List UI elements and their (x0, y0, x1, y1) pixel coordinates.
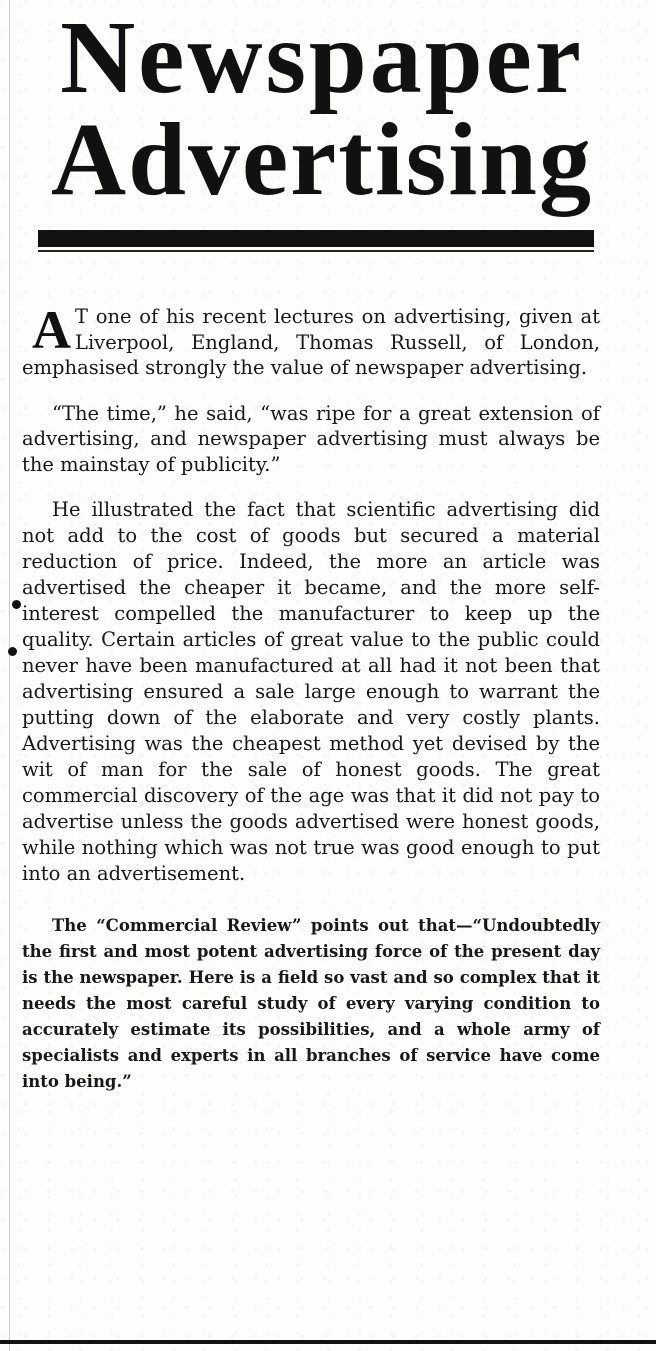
paragraph-1 (22, 300, 600, 381)
margin-dot-2 (8, 647, 17, 656)
paragraph-2: “The time,” he said, “was ripe for a great extension of advertising, and newspaper advertising must always be the mainstay of publicity.” (22, 401, 600, 476)
margin-dot-1 (12, 600, 21, 609)
drop-cap: A (32, 300, 71, 360)
bottom-rule (0, 1340, 656, 1344)
headline-line-2: Advertising (51, 102, 593, 217)
column-rule (9, 0, 10, 1351)
paragraph-1-text: T one of his recent lectures on advertising, given at Liverpool, England, Thomas Russell, of London, emphasised strongly the value of newspaper advertising. (22, 305, 600, 379)
headline-rule-thin (38, 250, 594, 252)
headline-rule (38, 230, 594, 247)
headline-line-1: Newspaper (60, 0, 584, 115)
paragraph-3: He illustrated the fact that scientific advertising did not add to the cost of goods but secured a material reduction of price. Indeed, the more an article was advertised the cheaper it became, and the more self-interest compelled the manufacturer to keep up the quality. Certain articles of great value to the public could never have been manufactured at all had it not been that advertising ensured a sale large enough to warrant the putting down of the elaborate and very costly plants. Advertising was the cheapest method yet devised by the wit of man for the sale of honest goods. The great commercial discovery of the age was that it did not pay to advertise unless the goods advertised were honest goods, while nothing which was not true was good enough to put into an advertisement. (22, 498, 600, 885)
paragraph-4: The “Commercial Review” points out that—“Undoubtedly the first and most potent advertising force of the present day is the newspaper. Here is a field so vast and so complex that it needs the most careful study of every varying condition to accurately estimate its possibilities, and a whole army of specialists and experts in all branches of service have come into being.” (22, 916, 600, 1091)
article-body (22, 300, 600, 1112)
